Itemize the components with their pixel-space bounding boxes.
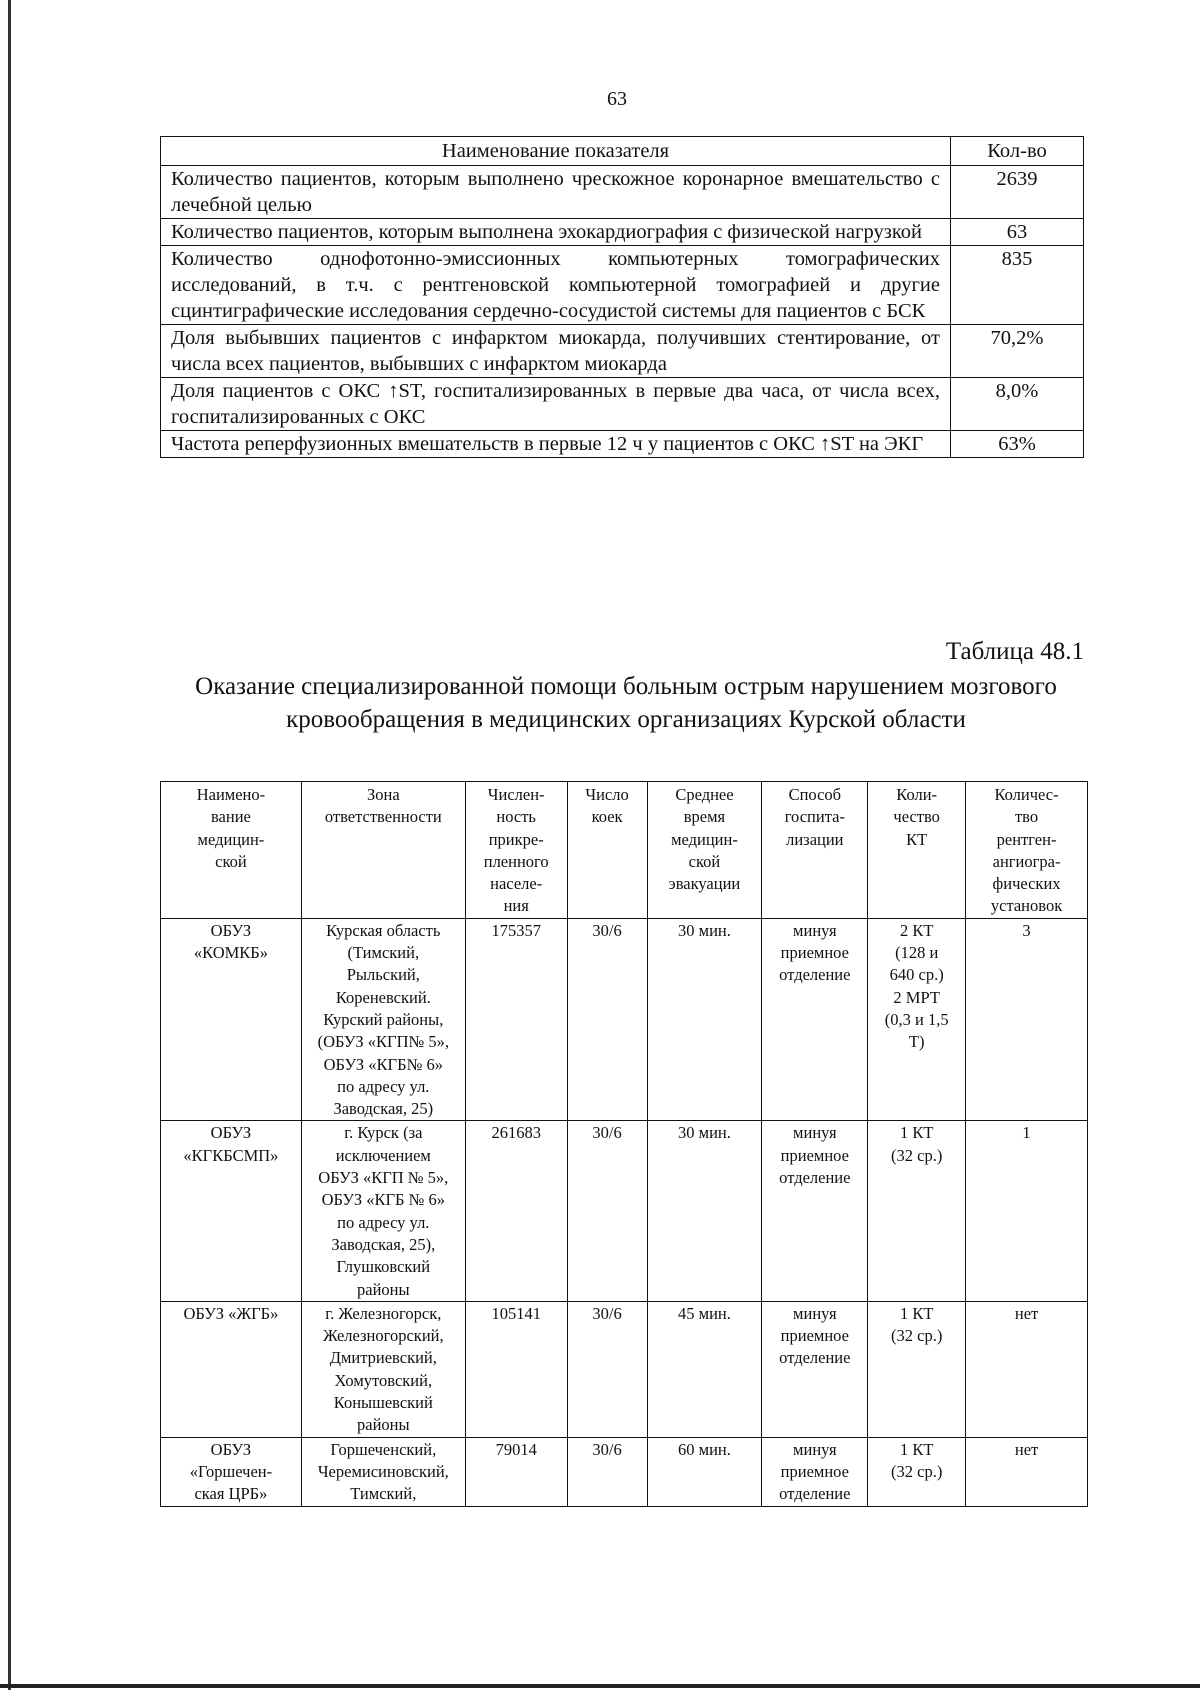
- hospitalization-method-cell: минуя приемное отделение: [762, 1437, 868, 1506]
- table-row: [161, 166, 1084, 219]
- page-number: 63: [607, 88, 627, 110]
- header-angiography-units: Количес- тво рентген- ангиогра- фических установок: [966, 782, 1088, 919]
- indicator-name: Количество пациентов, которым выполнено чрескожное коронарное вмешательство с лечебной целью: [161, 166, 951, 219]
- table-row: [161, 1301, 1088, 1437]
- stroke-care-table: [160, 781, 1088, 1507]
- hospitalization-method-cell: минуя приемное отделение: [762, 1301, 868, 1437]
- hospitalization-method-cell: минуя приемное отделение: [762, 918, 868, 1121]
- population-cell: 175357: [465, 918, 567, 1121]
- table-row: [161, 246, 1084, 325]
- header-indicator-name: Наименование показателя: [161, 137, 951, 166]
- indicator-name: Доля пациентов с ОКС ↑ST, госпитализированных в первые два часа, от числа всех, госпитализированных с ОКС: [161, 378, 951, 431]
- organization-cell: ОБУЗ «КГКБСМП»: [161, 1121, 302, 1301]
- table-row: [161, 431, 1084, 458]
- angiography-cell: нет: [966, 1301, 1088, 1437]
- organization-cell: ОБУЗ «Горшечен- ская ЦРБ»: [161, 1437, 302, 1506]
- indicator-value: 8,0%: [951, 378, 1084, 431]
- hospitalization-method-cell: минуя приемное отделение: [762, 1121, 868, 1301]
- table-row: [161, 219, 1084, 246]
- population-cell: 79014: [465, 1437, 567, 1506]
- indicator-value: 70,2%: [951, 325, 1084, 378]
- indicator-value: 835: [951, 246, 1084, 325]
- zone-cell: Горшеченский, Черемисиновский, Тимский,: [301, 1437, 465, 1506]
- header-beds: Число коек: [567, 782, 647, 919]
- organization-cell: ОБУЗ «КОМКБ»: [161, 918, 302, 1121]
- table-row: [161, 918, 1088, 1121]
- ct-cell: 1 КТ (32 ср.): [868, 1301, 966, 1437]
- table-title: Оказание специализированной помощи больным острым нарушением мозгового кровообращения в медицинских организациях Курской области: [195, 673, 1057, 733]
- beds-cell: 30/6: [567, 918, 647, 1121]
- indicator-name: Количество однофотонно-эмиссионных компьютерных томографических исследований, в т.ч. с рентгеновской компьютерной томографией и другие сцинтиграфические исследования сердечно-сосудистой системы для пациентов с БСК: [161, 246, 951, 325]
- angiography-cell: 1: [966, 1121, 1088, 1301]
- header-hospitalization-method: Способ госпита- лизации: [762, 782, 868, 919]
- evacuation-time-cell: 30 мин.: [647, 1121, 762, 1301]
- header-quantity: Кол-во: [951, 137, 1084, 166]
- beds-cell: 30/6: [567, 1437, 647, 1506]
- ct-cell: 1 КТ (32 ср.): [868, 1121, 966, 1301]
- angiography-cell: 3: [966, 918, 1088, 1121]
- organization-cell: ОБУЗ «ЖГБ»: [161, 1301, 302, 1437]
- scan-left-edge: [8, 0, 11, 1690]
- indicator-name: Частота реперфузионных вмешательств в первые 12 ч у пациентов с ОКС ↑ST на ЭКГ: [161, 431, 951, 458]
- indicator-name: Количество пациентов, которым выполнена эхокардиография с физической нагрузкой: [161, 219, 951, 246]
- beds-cell: 30/6: [567, 1301, 647, 1437]
- indicator-name: Доля выбывших пациентов с инфарктом миокарда, получивших стентирование, от числа всех пациентов, выбывших с инфарктом миокарда: [161, 325, 951, 378]
- angiography-cell: нет: [966, 1437, 1088, 1506]
- scan-bottom-edge: [0, 1684, 1200, 1688]
- table-row: [161, 1121, 1088, 1301]
- table-row: [161, 378, 1084, 431]
- evacuation-time-cell: 60 мин.: [647, 1437, 762, 1506]
- ct-cell: 1 КТ (32 ср.): [868, 1437, 966, 1506]
- indicator-value: 2639: [951, 166, 1084, 219]
- header-responsibility-zone: Зона ответственности: [301, 782, 465, 919]
- ct-cell: 2 КТ (128 и 640 ср.) 2 МРТ (0,3 и 1,5 Т): [868, 918, 966, 1121]
- header-population: Числен- ность прикре- пленного населе- ния: [465, 782, 567, 919]
- zone-cell: г. Железногорск, Железногорский, Дмитриевский, Хомутовский, Конышевский районы: [301, 1301, 465, 1437]
- population-cell: 261683: [465, 1121, 567, 1301]
- table-label: Таблица 48.1: [945, 638, 1084, 665]
- table-row: [161, 325, 1084, 378]
- table-row: [161, 1437, 1088, 1506]
- indicators-table-header: [161, 137, 1084, 166]
- indicators-table: [160, 136, 1084, 458]
- indicator-value: 63%: [951, 431, 1084, 458]
- header-organization: Наимено- вание медицин- ской: [161, 782, 302, 919]
- evacuation-time-cell: 30 мин.: [647, 918, 762, 1121]
- header-evacuation-time: Среднее время медицин- ской эвакуации: [647, 782, 762, 919]
- beds-cell: 30/6: [567, 1121, 647, 1301]
- population-cell: 105141: [465, 1301, 567, 1437]
- evacuation-time-cell: 45 мин.: [647, 1301, 762, 1437]
- zone-cell: г. Курск (за исключением ОБУЗ «КГП № 5», ОБУЗ «КГБ № 6» по адресу ул. Заводская, 25), Глушковский районы: [301, 1121, 465, 1301]
- zone-cell: Курская область (Тимский, Рыльский, Кореневский. Курский районы, (ОБУЗ «КГП№ 5», ОБУЗ «КГБ№ 6» по адресу ул. Заводская, 25): [301, 918, 465, 1121]
- indicator-value: 63: [951, 219, 1084, 246]
- header-ct-count: Коли- чество КТ: [868, 782, 966, 919]
- stroke-table-header: [161, 782, 1088, 919]
